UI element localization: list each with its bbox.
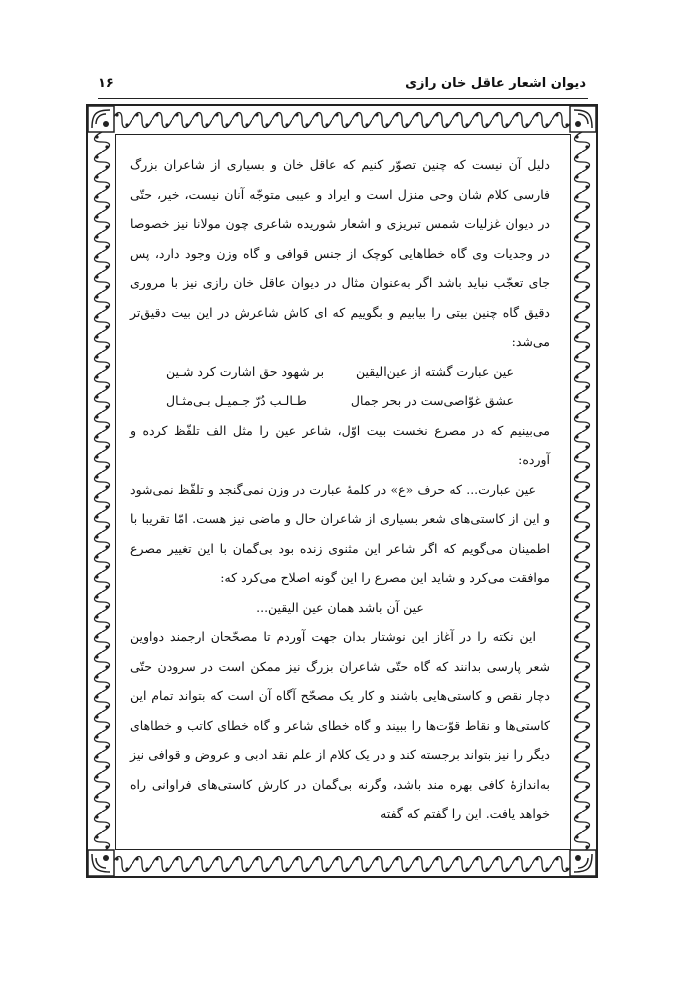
floral-border-top bbox=[92, 108, 592, 132]
verse-1-second-hemistich: بر شهود حق اشارت کرد شـین bbox=[166, 363, 325, 379]
corner-ornament-top-right bbox=[568, 104, 598, 134]
verse-2-first-hemistich: عشق غوّاصی‌ست در بحر جمال bbox=[350, 393, 514, 408]
header-rule bbox=[98, 98, 588, 99]
floral-border-bottom bbox=[92, 852, 592, 876]
verse-1 bbox=[130, 357, 550, 387]
corner-ornament-top-left bbox=[86, 104, 116, 134]
verse-2-second-hemistich: طـالـب دُرّ جـمیـل بـی‌مثـال bbox=[166, 393, 307, 408]
verse-1-first-hemistich: عین عبارت گشته از عین‌الیقین bbox=[356, 363, 514, 379]
suggested-hemistich: عین آن باشد همان عین الیقین... bbox=[256, 599, 424, 615]
book-title: دیوان اشعار عاقل خان رازی bbox=[405, 76, 586, 91]
main-text bbox=[130, 150, 550, 829]
paragraph-1: دلیل آن نیست که چنین تصوّر کنیم که عاقل خان و بسیاری از شاعران بزرگ فارسی کلام شان وحی منزل است و ایراد و عیبی متوجّه آنان نیست، خیر، حتّی در دیوان غزلیات شمس تبریزی و اشعار شوریده شاعری چون مولانا نیز خصوصا در وجدیات وی گاه خطاهایی کوچک از جنس قوافی و گاه وزن وجود دارد، پس جای تعجّب نباید باشد اگر به‌عنوان مثال در دیوان عاقل خان رازی نیز با مروری دقیق گاه چنین بیتی را بیابیم و بگوییم که ای کاش شاعرش در این بیت دقیق‌تر می‌شد: bbox=[130, 157, 550, 349]
paragraph-2: می‌بینیم که در مصرع نخست بیت اوّل، شاعر عین را مثل الف تلفّظ کرده و آورده: bbox=[130, 422, 550, 467]
page-number: ۱۶ bbox=[98, 76, 114, 91]
corner-ornament-bottom-left bbox=[86, 848, 116, 878]
floral-border-left bbox=[92, 132, 112, 852]
page-header bbox=[98, 76, 586, 98]
verse-2 bbox=[130, 386, 550, 416]
floral-border-right bbox=[572, 132, 592, 852]
paragraph-4: این نکته را در آغاز این نوشتار بدان جهت آوردم تا مصحّحان ارجمند دواوین شعر پارسی بدانند که گاه حتّی شاعران بزرگ نیز ممکن است در سرودن حتّی دچار نقص و کاستی‌هایی باشند و کار یک مصحّح آگاه آن است که بتواند تمام این کاستی‌ها و نقاط قوّت‌ها را ببیند و گاه خطای شاعر و گاه خطای کاتب و خطاهای دیگر را نیز بتواند برجسته کند و در یک کلام از علم نقد ادبی و عروض و قوافی نیز به‌اندازۀ کافی بهره مند باشد، وگرنه بی‌گمان در کارش کاستی‌های فراوانی راه خواهد یافت. این را گفتم که گفته bbox=[130, 629, 550, 821]
paragraph-3: عین عبارت... که حرف «ع» در کلمۀ عبارت در وزن نمی‌گنجد و تلفّظ نمی‌شود و این از کاستی‌های شعر بسیاری از شاعران حال و ماضی نیز هست. امّا تقریبا با اطمینان می‌گویم که اگر شاعر این مثنوی زنده بود بی‌گمان با این تغییر مصرع موافقت می‌کرد و شاید این مصرع را این گونه اصلاح می‌کرد که: bbox=[130, 481, 550, 585]
corner-ornament-bottom-right bbox=[568, 848, 598, 878]
